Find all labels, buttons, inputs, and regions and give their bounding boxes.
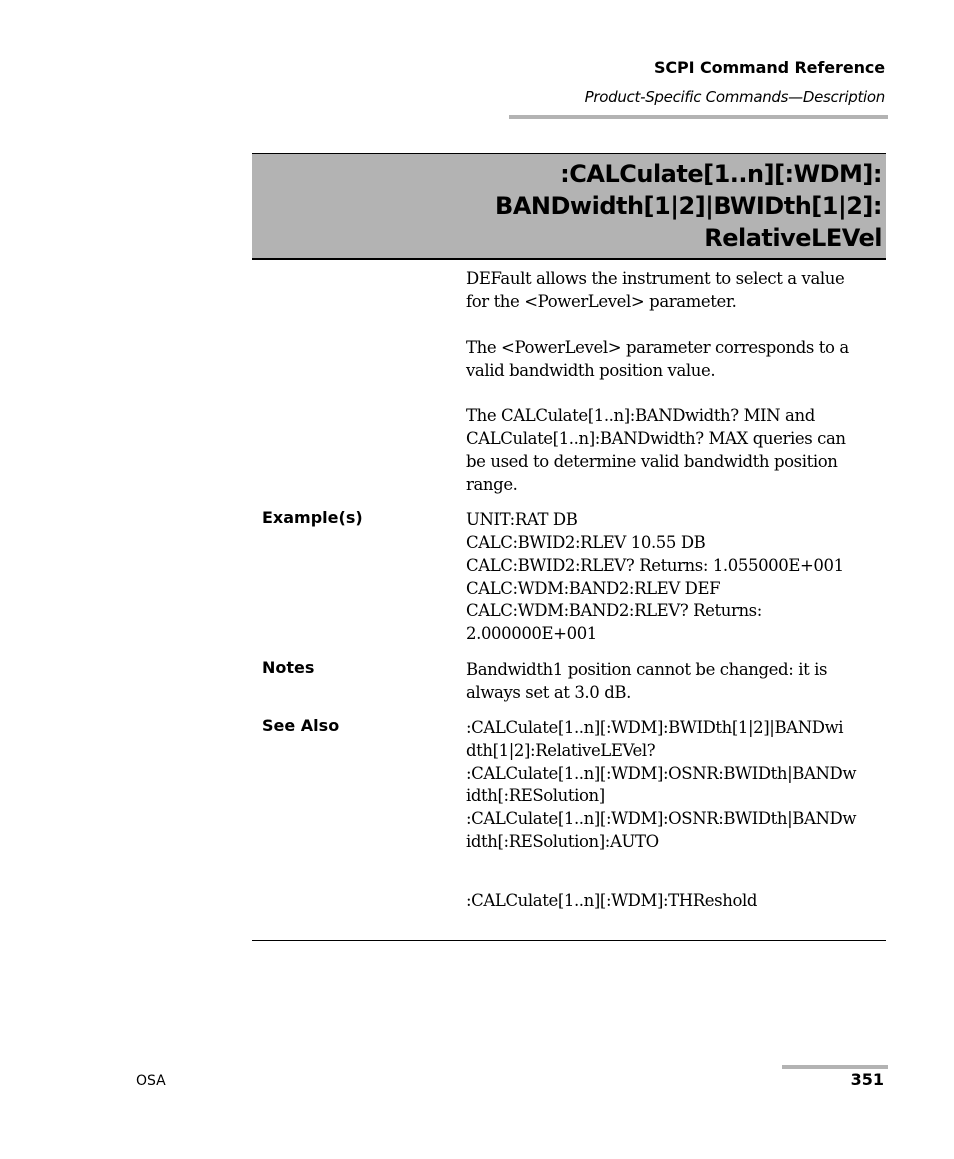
example-line: CALC:BWID2:RLEV 10.55 DB: [466, 533, 706, 552]
running-header-title: SCPI Command Reference: [653, 58, 885, 77]
examples-label: Example(s): [262, 508, 363, 527]
command-title-line-3: RelativeLEVel: [704, 224, 882, 252]
description-line: for the <PowerLevel> parameter.: [466, 292, 737, 311]
see-also-line: :CALCulate[1..n][:WDM]:OSNR:BWIDth|BANDw: [466, 764, 857, 783]
running-header-subtitle: Product-Specific Commands—Description: [584, 88, 885, 106]
example-line: CALC:WDM:BAND2:RLEV? Returns:: [466, 601, 762, 620]
notes-line: Bandwidth1 position cannot be changed: it is: [466, 660, 828, 679]
description-line: CALCulate[1..n]:BANDwidth? MAX queries can: [466, 429, 846, 448]
footer-product: OSA: [136, 1073, 166, 1089]
notes-label: Notes: [262, 658, 315, 677]
see-also-line: idth[:RESolution]: [466, 786, 605, 805]
footer-rule: [782, 1065, 888, 1069]
page-number: 351: [850, 1070, 884, 1089]
see-also-line: :CALCulate[1..n][:WDM]:OSNR:BWIDth|BANDw: [466, 809, 857, 828]
description-line: valid bandwidth position value.: [466, 361, 716, 380]
notes-line: always set at 3.0 dB.: [466, 683, 631, 702]
see-also-label: See Also: [262, 716, 340, 735]
description-line: be used to determine valid bandwidth position: [466, 452, 838, 471]
see-also-line: idth[:RESolution]:AUTO: [466, 832, 659, 851]
description-line: DEFault allows the instrument to select a value: [466, 269, 845, 288]
command-title-line-2: BANDwidth[1|2]|BWIDth[1|2]:: [495, 192, 882, 220]
section-bottom-rule: [252, 940, 886, 941]
example-line: UNIT:RAT DB: [466, 510, 578, 529]
command-title-line-1: :CALCulate[1..n][:WDM]:: [560, 160, 882, 188]
example-line: CALC:BWID2:RLEV? Returns: 1.055000E+001: [466, 556, 844, 575]
see-also-line: dth[1|2]:RelativeLEVel?: [466, 741, 656, 760]
header-rule: [509, 115, 888, 119]
example-line: 2.000000E+001: [466, 624, 597, 643]
see-also-line: :CALCulate[1..n][:WDM]:BWIDth[1|2]|BANDwi: [466, 718, 844, 737]
description-line: The CALCulate[1..n]:BANDwidth? MIN and: [466, 406, 815, 425]
command-title-box: [252, 153, 886, 260]
description-line: range.: [466, 475, 518, 494]
example-line: CALC:WDM:BAND2:RLEV DEF: [466, 579, 721, 598]
description-line: The <PowerLevel> parameter corresponds to a: [466, 338, 849, 357]
see-also-line: :CALCulate[1..n][:WDM]:THReshold: [466, 891, 758, 910]
